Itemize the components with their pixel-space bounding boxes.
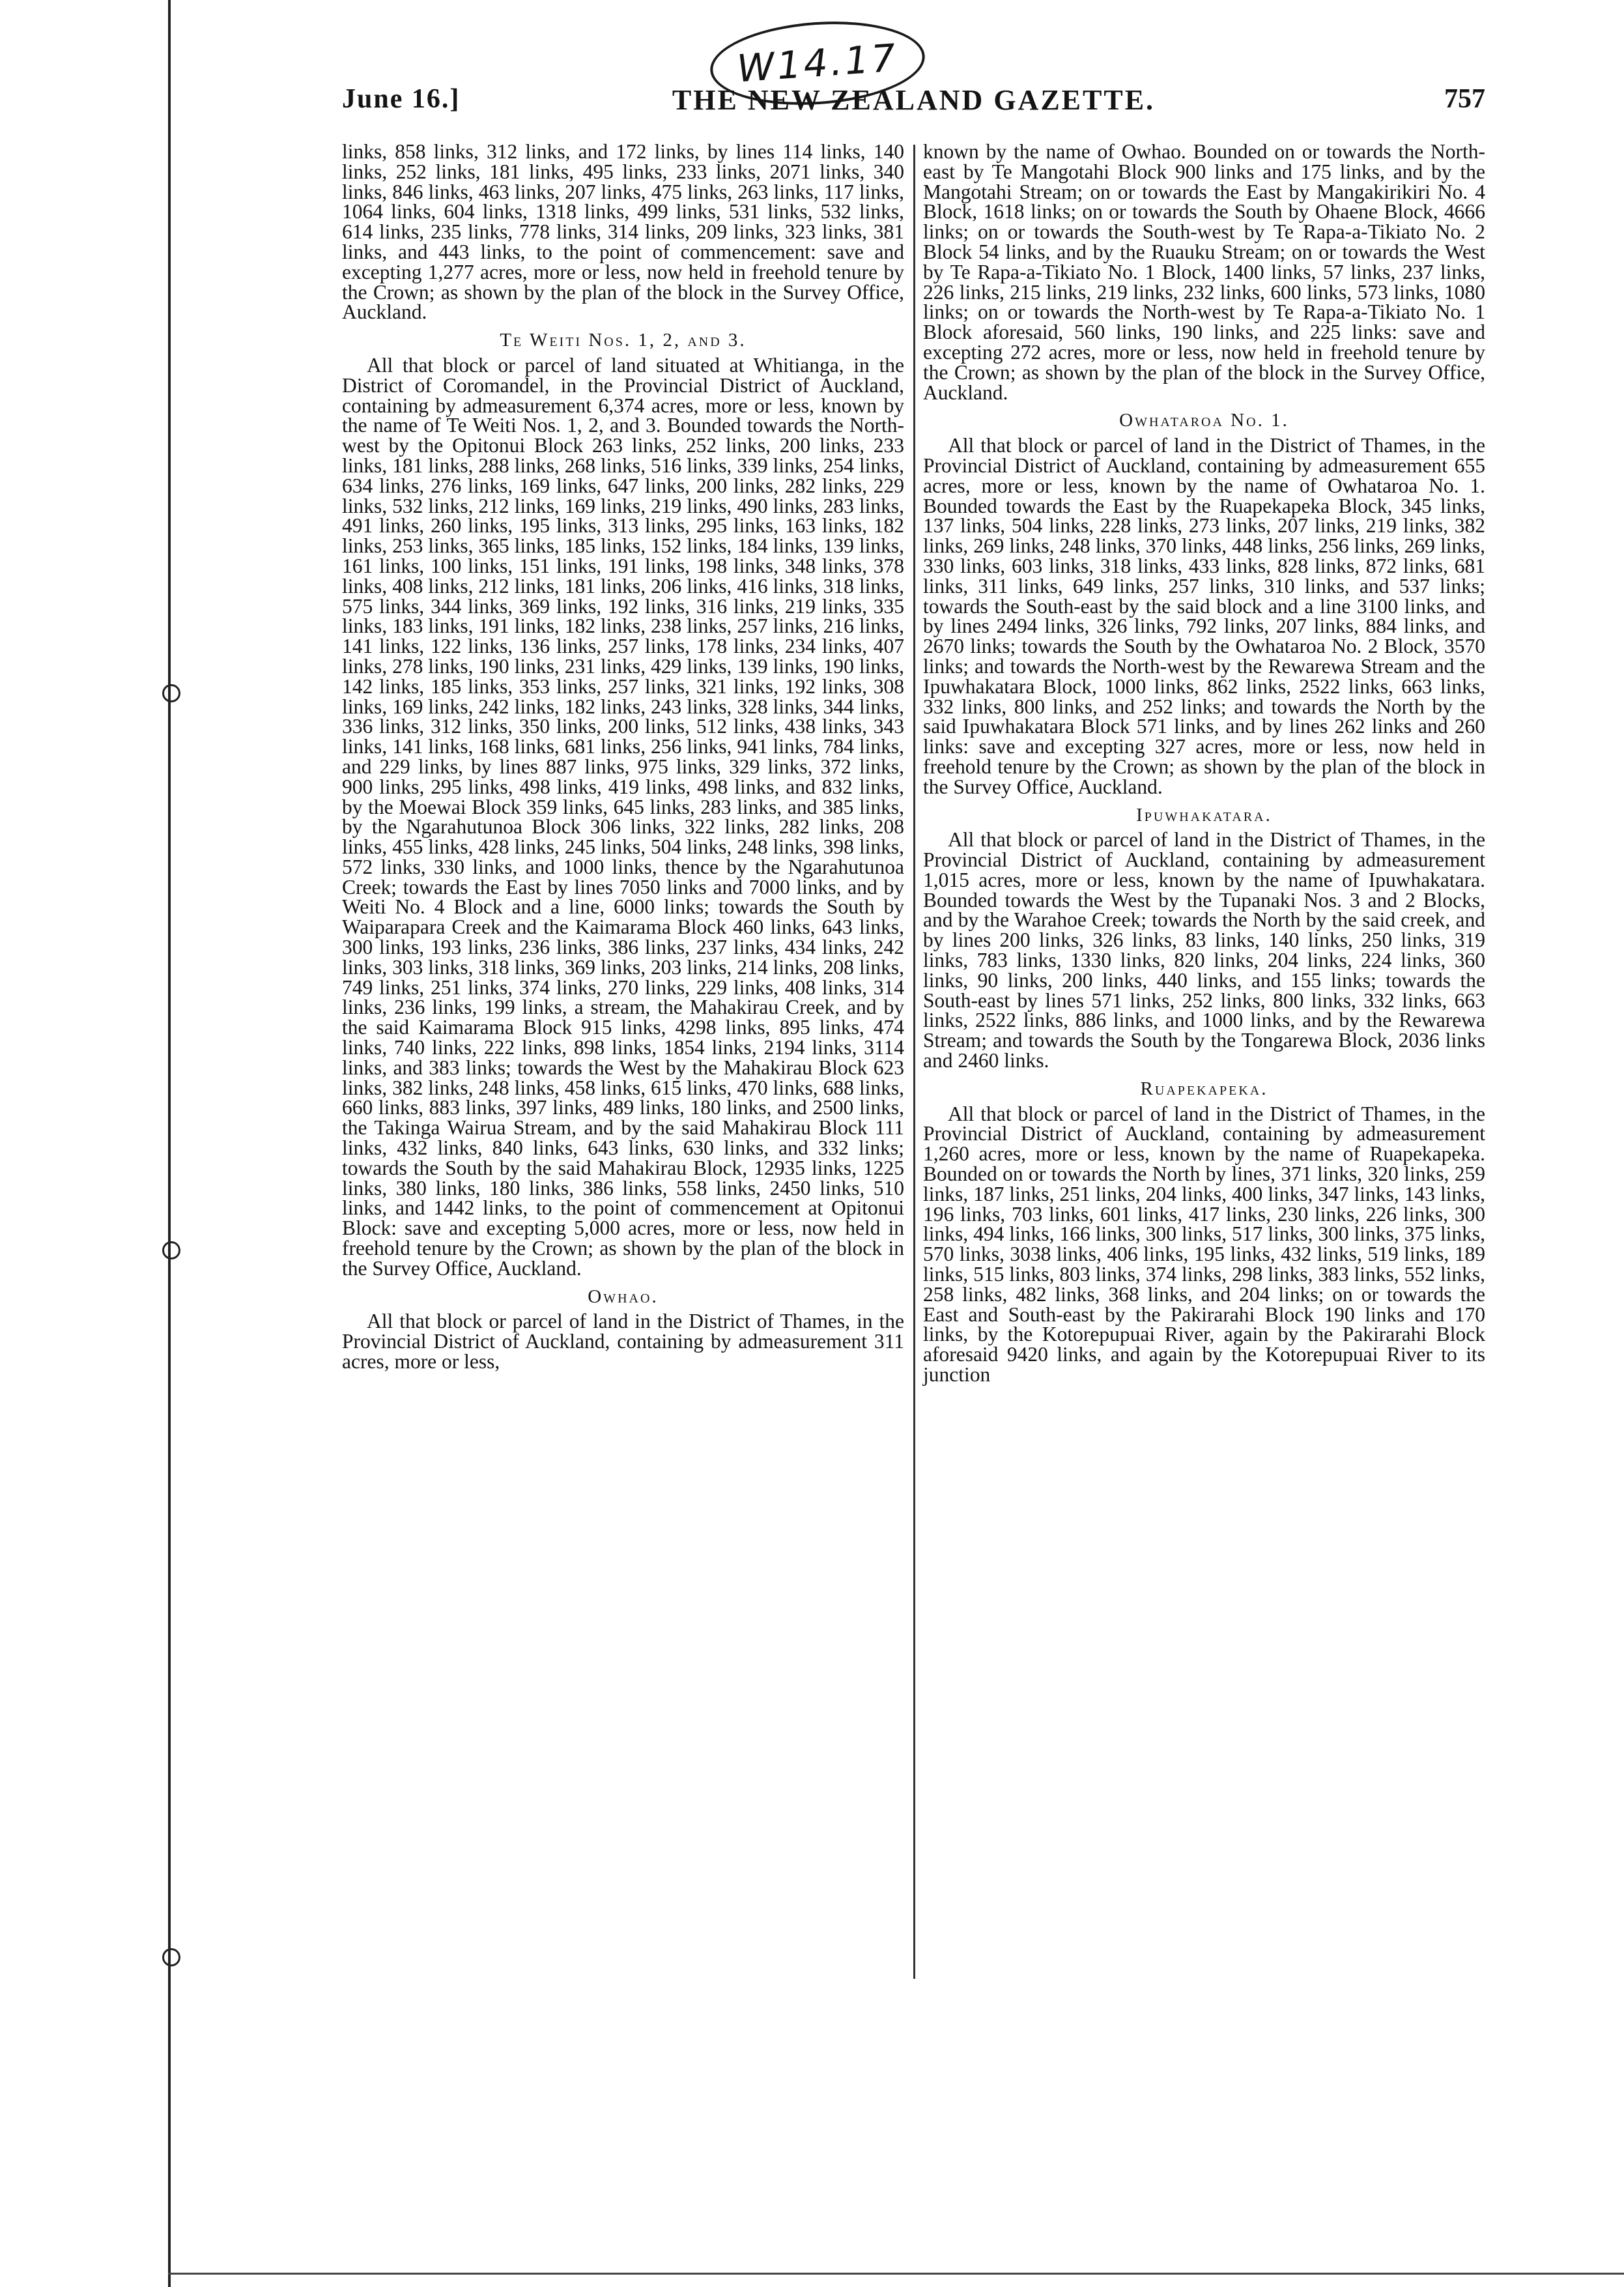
section-heading-ruapekapeka: Ruapekapeka. [1140, 1078, 1268, 1099]
gazette-title: THE NEW ZEALAND GAZETTE. [672, 84, 1156, 116]
page-header [342, 83, 1485, 122]
right-column [923, 142, 1485, 1389]
left-column [342, 142, 904, 1376]
binding-stitch [162, 1241, 180, 1259]
bottom-rule [168, 2273, 1624, 2275]
archive-stamp: W14.17 [707, 15, 928, 112]
section-heading-te-weiti: Te Weiti Nos. 1, 2, and 3. [500, 330, 747, 351]
section-heading-owhataroa: Owhataroa No. 1. [1119, 410, 1289, 431]
binding-stitch [162, 1948, 180, 1966]
section-heading-owhao: Owhao. [588, 1286, 659, 1307]
left-continuation-text: links, 858 links, 312 links, and 172 links, by lines 114 links, 140 links, 252 links, 181 links, 495 links, 233 links, 2071 links, 340 links, 846 links, 463 links, 207 links, 475 links, 263 links, 117 links, 1064 links, 604 links, 1318 links, 499 links, 531 links, 532 links, 614 links, 235 links, 778 links, 314 links, 209 links, 323 links, 381 links, and 443 links, to the point of commencement: save and excepting 1,277 acres, more or less, now held in freehold tenure by the Crown; as shown by the plan of the block in the Survey Office, Auckland. [342, 140, 904, 324]
column-divider [913, 145, 915, 1979]
section-body-ruapekapeka: All that block or parcel of land in the District of Thames, in the Provincial District of Auckland, containing by admeasurement 1,260 acres, more or less, known by the name of Ruapekapeka. Bounded on or towards the North by lines, 371 links, 320 links, 259 links, 187 links, 251 links, 204 links, 400 links, 347 links, 143 links, 196 links, 703 links, 601 links, 417 links, 230 links, 226 links, 300 links, 494 links, 166 links, 300 links, 517 links, 300 links, 375 links, 570 links, 3038 links, 406 links, 195 links, 432 links, 519 links, 189 links, 515 links, 803 links, 374 links, 298 links, 383 links, 552 links, 258 links, 482 links, 368 links, and 204 links; on or towards the East and South-east by the Pakirarahi Block 190 links and 170 links, by the Kotorepupuai River, again by the Pakirarahi Block aforesaid 9420 links, and again by the Kotorepupuai River to its junction [923, 1102, 1485, 1387]
page-number: 757 [1444, 84, 1485, 114]
binding-edge [168, 0, 171, 2287]
section-body-owhataroa: All that block or parcel of land in the District of Thames, in the Provincial District of Auckland, containing by admeasurement 655 acres, more or less, known by the name of Owhataroa No. 1. Bounded towards the East by the Ruapekapeka Block, 345 links, 137 links, 504 links, 228 links, 273 links, 207 links, 219 links, 382 links, 269 links, 248 links, 370 links, 448 links, 256 links, 269 links, 330 links, 603 links, 318 links, 433 links, 828 links, 872 links, 681 links, 311 links, 649 links, 257 links, 310 links, and 537 links; towards the South-east by the said block and a line 3100 links, and by lines 2494 links, 326 links, 792 links, 207 links, 884 links, and 2670 links; towards the South by the Owhataroa No. 2 Block, 3570 links; and towards the North-west by the Rewarewa Stream and the Ipuwhakatara Block, 1000 links, 862 links, 2522 links, 663 links, 332 links, 800 links, and 252 links; and towards the North by the said Ipuwhakatara Block 571 links, and by lines 262 links and 260 links: save and excepting 327 acres, more or less, now held in freehold tenure by the Crown; as shown by the plan of the block in the Survey Office, Auckland. [923, 434, 1485, 798]
section-body-owhao: All that block or parcel of land in the District of Thames, in the Provincial District of Auckland, containing by admeasurement 311 acres, more or less, [342, 1310, 904, 1374]
binding-stitch [162, 684, 180, 702]
issue-date: June 16.] [342, 84, 461, 114]
section-body-ipuwhakatara: All that block or parcel of land in the District of Thames, in the Provincial District of Auckland, containing by admeasurement 1,015 acres, more or less, known by the name of Ipuwhakatara. Bounded towards the West by the Tupanaki Nos. 3 and 2 Blocks, and by the Warahoe Creek; towards the North by the said creek, and by lines 200 links, 326 links, 83 links, 140 links, 250 links, 319 links, 783 links, 1330 links, 820 links, 204 links, 224 links, 360 links, 90 links, 200 links, 440 links, and 155 links; towards the South-east by lines 571 links, 252 links, 800 links, 332 links, 663 links, 2522 links, 886 links, and 1000 links, and by the Rewarewa Stream; and towards the South by the Tongarewa Block, 2036 links and 2460 links. [923, 828, 1485, 1072]
section-heading-ipuwhakatara: Ipuwhakatara. [1136, 804, 1272, 826]
right-continuation-text: known by the name of Owhao. Bounded on or towards the North-east by Te Mangotahi Block 900 links and 175 links, and by the Mangotahi Stream; on or towards the East by Mangakirikiri No. 4 Block, 1618 links; on or towards the South by Ohaene Block, 4666 links; on or towards the South-west by Te Rapa-a-Tikiato No. 2 Block 54 links, and by the Ruauku Stream; on or towards the West by Te Rapa-a-Tikiato No. 1 Block, 1400 links, 57 links, 237 links, 226 links, 215 links, 219 links, 232 links, 600 links, 573 links, 1080 links; on or towards the North-west by Te Rapa-a-Tikiato No. 1 Block aforesaid, 560 links, 190 links, and 225 links: save and excepting 272 acres, more or less, now held in freehold tenure by the Crown; as shown by the plan of the block in the Survey Office, Auckland. [923, 140, 1485, 404]
section-body-te-weiti: All that block or parcel of land situated at Whitianga, in the District of Coromandel, in the Provincial District of Auckland, containing by admeasurement 6,374 acres, more or less, known by the name of Te Weiti Nos. 1, 2, and 3. Bounded towards the North-west by the Opitonui Block 263 links, 252 links, 200 links, 233 links, 181 links, 288 links, 268 links, 516 links, 339 links, 254 links, 634 links, 276 links, 169 links, 647 links, 200 links, 282 links, 229 links, 532 links, 212 links, 169 links, 219 links, 490 links, 283 links, 491 links, 260 links, 195 links, 313 links, 295 links, 163 links, 182 links, 253 links, 365 links, 185 links, 152 links, 184 links, 139 links, 161 links, 100 links, 151 links, 191 links, 198 links, 348 links, 378 links, 408 links, 212 links, 181 links, 206 links, 416 links, 318 links, 575 links, 344 links, 369 links, 192 links, 316 links, 219 links, 335 links, 183 links, 191 links, 182 links, 238 links, 257 links, 216 links, 141 links, 122 links, 136 links, 257 links, 178 links, 234 links, 407 links, 278 links, 190 links, 231 links, 429 links, 139 links, 190 links, 142 links, 185 links, 353 links, 257 links, 321 links, 192 links, 308 links, 169 links, 242 links, 182 links, 243 links, 328 links, 344 links, 336 links, 312 links, 350 links, 200 links, 512 links, 438 links, 343 links, 141 links, 168 links, 681 links, 256 links, 941 links, 784 links, and 229 links, by lines 887 links, 975 links, 329 links, 372 links, 900 links, 295 links, 498 links, 419 links, 498 links, and 832 links, by the Moewai Block 359 links, 645 links, 283 links, and 385 links, by the Ngarahutunoa Block 306 links, 322 links, 282 links, 208 links, 455 links, 428 links, 245 links, 504 links, 248 links, 398 links, 572 links, 330 links, and 1000 links, thence by the Ngarahutunoa Creek; towards the East by lines 7050 links and 7000 links, and by Weiti No. 4 Block and a line, 6000 links; towards the South by Waiparapara Creek and the Kaimarama Block 460 links, 643 links, 300 links, 193 links, 236 links, 386 links, 237 links, 434 links, 242 links, 303 links, 318 links, 369 links, 203 links, 214 links, 208 links, 749 links, 251 links, 374 links, 270 links, 229 links, 408 links, 314 links, 236 links, 199 links, a stream, the Mahakirau Creek, and by the said Kaimarama Block 915 links, 4298 links, 895 links, 474 links, 740 links, 222 links, 898 links, 1854 links, 2194 links, 3114 links, and 383 links; towards the West by the Mahakirau Block 623 links, 382 links, 248 links, 458 links, 615 links, 470 links, 688 links, 660 links, 883 links, 397 links, 489 links, 180 links, and 2500 links, the Takinga Wairua Stream, and by the said Mahakirau Block 111 links, 432 links, 840 links, 643 links, 630 links, and 332 links; towards the South by the said Mahakirau Block, 12935 links, 1225 links, 380 links, 180 links, 386 links, 558 links, 2450 links, 510 links, and 1442 links, to the point of commencement at Opitonui Block: save and excepting 5,000 acres, more or less, now held in freehold tenure by the Crown; as shown by the plan of the block in the Survey Office, Auckland. [342, 353, 904, 1280]
